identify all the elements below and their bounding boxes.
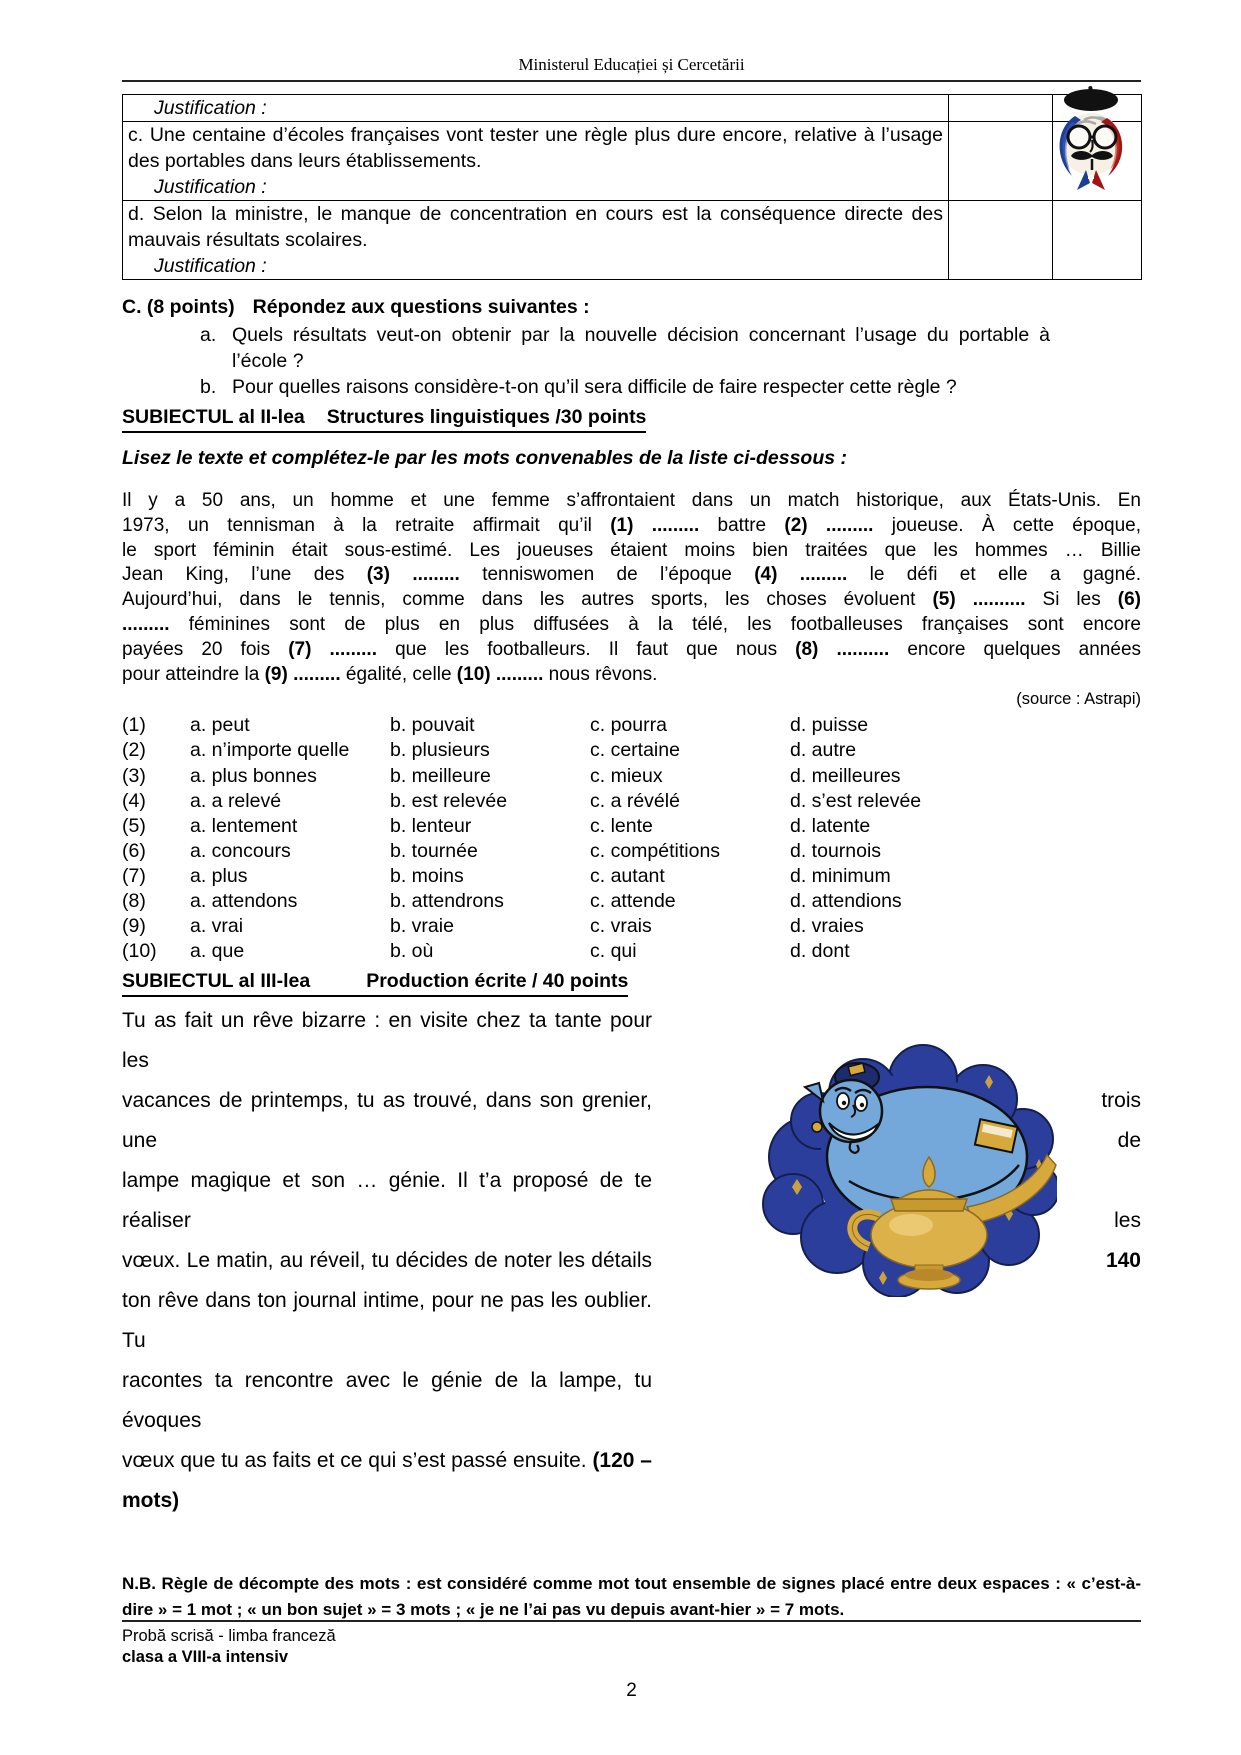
option-row: [122, 839, 1141, 864]
subject-2-heading: [122, 404, 1141, 433]
option-a: a. n’importe quelle: [190, 739, 350, 762]
table-row: [123, 122, 1142, 201]
cloze-line: Il y a 50 ans, un homme et une femme s’affrontaient dans un match historique, aux États-Unis. En: [122, 490, 1141, 511]
option-c: c. certaine: [590, 739, 680, 762]
production-line: vacances de printemps, tu as trouvé, dans son grenier, une: [122, 1089, 652, 1153]
footer-line-1: Probă scrisă - limba franceză: [122, 1627, 336, 1645]
option-a: a. vrai: [190, 915, 244, 938]
option-d: d. tournois: [790, 839, 882, 862]
score-cell: [949, 122, 1053, 201]
cloze-line: payées 20 fois (7) ......... que les footballeurs. Il faut que nous (8) .......... encore quelques années: [122, 638, 1142, 660]
option-c: c. mieux: [590, 764, 663, 787]
item-text: Pour quelles raisons considère-t-on qu’il sera difficile de faire respecter cette règle ?: [232, 376, 957, 398]
cloze-line: ......... féminines sont de plus en plus diffusées à la télé, les footballeuses françaises sont encore: [122, 613, 1141, 635]
option-row: [122, 864, 1141, 889]
option-d: d. attendions: [790, 890, 902, 913]
option-b: b. tournée: [390, 839, 478, 862]
cloze-line: le sport féminin était sous-estimé. Les joueuses étaient moins bien traitées que les hommes … Billie: [122, 539, 1141, 561]
option-num: (7): [122, 864, 146, 887]
option-d: d. meilleures: [790, 764, 901, 787]
overflow-word: [1057, 1161, 1141, 1201]
option-a: a. lentement: [190, 814, 298, 837]
statement-d: d. Selon la ministre, le manque de concentration en cours est la conséquence directe des mauvais résultats scolaires.: [128, 203, 943, 251]
score-cell: [949, 95, 1053, 122]
subject-3-heading: [122, 968, 1141, 997]
option-b: b. pouvait: [390, 714, 475, 737]
options-grid: [122, 713, 1141, 964]
page-number: 2: [626, 1680, 637, 1701]
score-cell: [1053, 201, 1142, 280]
option-b: b. moins: [390, 864, 464, 887]
cloze-line: pour atteindre la (9) ......... égalité, celle (10) ......... nous rêvons.: [122, 663, 658, 685]
overflow-word: de: [1117, 1129, 1141, 1153]
production-text: [122, 1001, 652, 1521]
option-b: b. où: [390, 940, 434, 963]
justification-label: Justification :: [154, 97, 267, 119]
option-c: c. compétitions: [590, 839, 721, 862]
option-num: (3): [122, 764, 146, 787]
footer-line-2: clasa a VIII-a intensiv: [122, 1648, 288, 1666]
production-line: racontes ta rencontre avec le génie de la lampe, tu évoques: [122, 1369, 652, 1433]
question-list: [122, 322, 1141, 400]
subject-2-title: Structures linguistiques /30 points: [326, 406, 647, 428]
instruction-line: Lisez le texte et complétez-le par les mots convenables de la liste ci-dessous :: [122, 447, 848, 469]
option-row: [122, 764, 1141, 789]
source-note: (source : Astrapi): [1016, 690, 1141, 709]
option-row: [122, 713, 1141, 738]
overflow-word: [1057, 1041, 1141, 1081]
option-c: c. attende: [590, 890, 676, 913]
option-b: b. vraie: [390, 915, 454, 938]
item-letter: a.: [200, 324, 217, 346]
section-c-heading: [122, 294, 1141, 320]
genie-lamp-pin-image: [757, 1039, 1057, 1521]
cloze-line: 1973, un tennisman à la retraite affirmait qu’il (1) ......... battre (2) ......... joueuse. À cette époque,: [122, 514, 1141, 536]
option-c: c. pourra: [590, 714, 667, 737]
section-c-title: Répondez aux questions suivantes :: [252, 296, 590, 318]
option-num: (6): [122, 839, 146, 862]
justification-table: [122, 94, 1142, 280]
option-d: d. vraies: [790, 915, 864, 938]
production-section: [122, 1001, 1141, 1521]
option-a: a. plus: [190, 864, 248, 887]
option-b: b. lenteur: [390, 814, 472, 837]
justification-label: Justification :: [154, 255, 267, 277]
subject-3-title: Production écrite / 40 points: [366, 970, 629, 993]
score-cell: [949, 201, 1053, 280]
table-row: [123, 201, 1142, 280]
option-num: (4): [122, 789, 146, 812]
option-c: c. a révélé: [590, 789, 680, 812]
option-a: a. plus bonnes: [190, 764, 317, 787]
option-num: (5): [122, 814, 146, 837]
option-row: [122, 738, 1141, 763]
subject-2-label: SUBIECTUL al II-lea: [122, 406, 305, 428]
word-count-note: N.B. Règle de décompte des mots : est considéré comme mot tout ensemble de signes placé entre deux espaces : « c’est-à-dire » = 1 mot ; « un bon sujet » = 3 mots ; « je ne l’ai pas vu depuis avant-hier » = 7 mots.: [122, 1574, 1141, 1620]
option-c: c. qui: [590, 940, 637, 963]
option-a: a. a relevé: [190, 789, 282, 812]
section-c-label: C. (8 points): [122, 296, 235, 318]
option-b: b. meilleure: [390, 764, 491, 787]
question-item-b: [200, 374, 1141, 400]
production-line: mots): [122, 1489, 180, 1513]
table-row: [123, 95, 1142, 122]
cloze-paragraph: [122, 489, 1141, 687]
option-row: [122, 789, 1141, 814]
cloze-line: Jean King, l’une des (3) ......... tenniswomen de l’époque (4) ......... le défi et elle a gagné.: [122, 564, 1141, 586]
option-row: [122, 814, 1141, 839]
option-d: d. autre: [790, 739, 857, 762]
option-d: d. minimum: [790, 864, 891, 887]
item-text: Quels résultats veut-on obtenir par la nouvelle décision concernant l’usage du portable à l’école ?: [232, 324, 1050, 372]
production-line: lampe magique et son … génie. Il t’a proposé de te réaliser: [122, 1169, 652, 1233]
page-footer: [122, 1620, 1141, 1701]
option-row: [122, 914, 1141, 939]
question-item-a: [200, 322, 1141, 374]
ministry-header: Ministerul Educației și Cercetării: [122, 55, 1141, 82]
option-num: (10): [122, 940, 157, 963]
option-d: d. puisse: [790, 714, 869, 737]
production-line: vœux. Le matin, au réveil, tu décides de noter les détails: [122, 1249, 652, 1273]
overflow-word: les: [1114, 1209, 1141, 1233]
option-num: (9): [122, 915, 146, 938]
overflow-word: [1057, 1001, 1141, 1041]
option-row: [122, 939, 1141, 964]
statement-c: c. Une centaine d’écoles françaises vont tester une règle plus dure encore, relative à l’usage des portables dans leurs établissements.: [128, 124, 943, 172]
option-d: d. latente: [790, 814, 871, 837]
option-c: c. vrais: [590, 915, 652, 938]
french-mascot-icon: [1044, 82, 1140, 198]
production-line: vœux que tu as faits et ce qui s’est passé ensuite. (120 –: [122, 1449, 652, 1473]
cloze-line: Aujourd’hui, dans le tennis, comme dans les autres sports, les choses évoluent (5) .......... Si les (6): [122, 589, 1141, 611]
justification-label: Justification :: [154, 176, 267, 198]
option-b: b. plusieurs: [390, 739, 490, 762]
option-num: (1): [122, 714, 146, 737]
option-a: a. concours: [190, 839, 291, 862]
option-d: d. dont: [790, 940, 850, 963]
option-c: c. autant: [590, 864, 665, 887]
option-b: b. attendrons: [390, 890, 504, 913]
option-a: a. attendons: [190, 890, 298, 913]
option-a: a. peut: [190, 714, 250, 737]
option-b: b. est relevée: [390, 789, 508, 812]
overflow-word: 140: [1105, 1249, 1141, 1273]
subject-3-label: SUBIECTUL al III-lea: [122, 970, 311, 993]
production-line: ton rêve dans ton journal intime, pour ne pas les oublier. Tu: [122, 1289, 652, 1353]
production-line: Tu as fait un rêve bizarre : en visite chez ta tante pour les: [122, 1009, 652, 1073]
option-d: d. s’est relevée: [790, 789, 922, 812]
option-a: a. que: [190, 940, 245, 963]
overflow-word: trois: [1101, 1089, 1141, 1113]
option-num: (2): [122, 739, 146, 762]
item-letter: b.: [200, 376, 217, 398]
option-row: [122, 889, 1141, 914]
option-num: (8): [122, 890, 146, 913]
option-c: c. lente: [590, 814, 653, 837]
production-overflow-words: [1057, 1001, 1141, 1521]
